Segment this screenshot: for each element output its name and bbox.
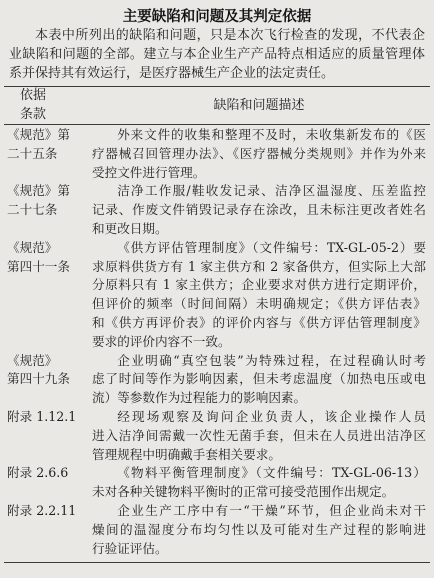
description-line: 未对各种关键物料平衡时的正常可接受范围作出规定。 xyxy=(92,484,395,500)
basis-cell xyxy=(4,352,92,390)
description-line: 疗器械召回管理办法》、《医疗器械分类规则》并作为外来 xyxy=(92,145,426,161)
description-line: 分原料只有 1 家主供方；企业要求对供方进行定期评价， xyxy=(92,277,426,293)
description-line: 《物料平衡管理制度》（文件编号：TX-GL-06-13） xyxy=(117,465,426,481)
description-line: 和更改日期。 xyxy=(92,220,168,236)
description-line: 《供方评估管理制度》（文件编号：TX-GL-05-2）要 xyxy=(117,239,426,255)
basis-cell xyxy=(4,182,92,220)
intro-line: 业缺陷和问题的全部。建立与本企业生产产品特点相适应的质量管理体 xyxy=(9,46,425,62)
basis-cell xyxy=(4,464,92,483)
description-cell xyxy=(92,464,426,502)
intro-line: 本表中所列出的缺陷和问题，只是本次飞行检查的发现，不代表企 xyxy=(35,28,425,43)
description-cell xyxy=(92,502,426,558)
intro-line: 系并保持其有效运行，是医疗器械生产企业的法定责任。 xyxy=(9,65,335,81)
description-line: 燥间的温湿度分布均匀性以及可能对生产过程的影响进 xyxy=(92,521,426,537)
basis-line: 二十七条 xyxy=(7,202,58,218)
description-line: 记录、作废文件销毁记录存在涂改，且未标注更改者姓名 xyxy=(92,202,426,218)
basis-line: 《规范》 xyxy=(7,352,58,368)
description-line: 进入洁净间需戴一次性无菌手套，但未在人员进出洁净区 xyxy=(92,427,426,443)
description-line: 经现场观察及询问企业负责人，该企业操作人员 xyxy=(117,408,426,424)
description-line: 和《供方再评价表》的评价内容与《供方评估管理制度》 xyxy=(92,314,426,330)
basis-cell xyxy=(4,502,92,521)
table-row xyxy=(4,464,426,502)
basis-cell xyxy=(4,239,92,277)
table-header-rule xyxy=(4,124,430,125)
basis-cell xyxy=(4,408,92,427)
description-line: 企业明确“真空包装”为特殊过程，在过程确认时考 xyxy=(117,352,426,368)
description-line: 虑了时间等作为影响因素，但未考虑温度（加热电压或电 xyxy=(92,371,426,387)
table-row xyxy=(4,352,426,408)
basis-line: 第四十九条 xyxy=(7,371,70,387)
description-line: 洁净工作服/鞋收发记录、洁净区温湿度、压差监控 xyxy=(117,183,426,199)
header-basis-line: 依据 xyxy=(20,88,47,103)
description-cell xyxy=(92,182,426,238)
description-line: 管理规程中明确戴手套相关要求。 xyxy=(92,446,281,462)
description-cell xyxy=(92,352,426,408)
header-description-cell: 缺陷和问题描述 xyxy=(213,98,305,113)
description-line: 流）等参数作为过程能力的影响因素。 xyxy=(92,390,307,406)
description-cell xyxy=(92,408,426,464)
table-row xyxy=(4,239,426,352)
basis-line: 第四十一条 xyxy=(7,258,70,274)
description-line: 但评价的频率（时间间隔）未明确规定；《供方评估表》 xyxy=(92,296,426,312)
table-header xyxy=(4,87,426,124)
table-row xyxy=(4,126,426,182)
basis-line: 附录 2.2.11 xyxy=(7,502,77,518)
description-line: 外来文件的收集和整理不及时，未收集新发布的《医 xyxy=(117,127,426,142)
description-line: 要求的评价内容不一致。 xyxy=(92,333,231,349)
table-row xyxy=(4,182,426,238)
defects-table-body xyxy=(4,126,426,558)
header-basis-line: 条款 xyxy=(20,106,47,122)
basis-line: 《规范》第 xyxy=(7,183,70,199)
description-cell xyxy=(92,126,426,182)
table-row xyxy=(4,408,426,464)
basis-line: 《规范》第 xyxy=(7,127,70,142)
table-bottom-rule xyxy=(4,562,430,563)
description-line: 企业生产工序中有一“干燥”环节，但企业尚未对干 xyxy=(117,502,426,518)
description-cell xyxy=(92,239,426,352)
intro-paragraph xyxy=(9,27,425,83)
basis-line: 二十五条 xyxy=(7,145,58,161)
header-basis-cell xyxy=(4,87,92,124)
document-title: 主要缺陷和问题及其判定依据 xyxy=(122,9,312,25)
basis-cell xyxy=(4,126,92,164)
description-line: 行验证评估。 xyxy=(92,540,168,556)
description-line: 求原料供货方有 1 家主供方和 2 家备供方，但实际上大部 xyxy=(92,258,426,274)
description-line: 受控文件进行管理。 xyxy=(92,164,206,180)
table-row xyxy=(4,502,426,558)
basis-line: 附录 1.12.1 xyxy=(7,408,77,424)
basis-line: 《规范》 xyxy=(7,239,58,255)
basis-line: 附录 2.6.6 xyxy=(7,465,69,481)
